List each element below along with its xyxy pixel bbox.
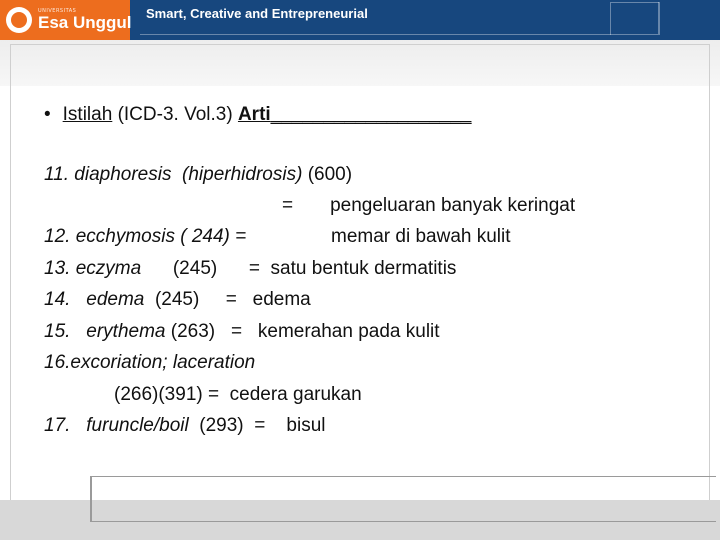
item-page: (245) xyxy=(154,289,200,310)
item-term: eczyma xyxy=(75,258,142,279)
item-page: (263) xyxy=(170,321,216,342)
item-number: 14. xyxy=(44,289,71,310)
list-item-17 xyxy=(44,415,326,437)
item-term: furuncle/boil xyxy=(86,415,189,436)
item-meaning: = satu bentuk dermatitis xyxy=(248,258,457,279)
item-number: 15. xyxy=(44,321,71,342)
term-label: Istilah xyxy=(62,104,113,125)
list-item-11 xyxy=(44,164,352,186)
item-page: (245) xyxy=(172,258,218,279)
bottom-decoration-frame xyxy=(90,476,716,522)
list-item-13 xyxy=(44,258,456,280)
item-meaning: = bisul xyxy=(254,415,326,436)
header-decoration-box xyxy=(610,2,660,35)
item-term: diaphoresis (hiperhidrosis) xyxy=(74,164,303,185)
heading-bullet xyxy=(44,104,471,126)
item-meaning: pengeluaran banyak keringat xyxy=(330,195,576,216)
list-item-16 xyxy=(44,352,255,374)
item-meaning: = kemerahan pada kulit xyxy=(230,321,440,342)
item-term: erythema xyxy=(86,321,166,342)
tagline: Smart, Creative and Entrepreneurial xyxy=(146,6,368,21)
list-item-16-meaning: (266)(391) = cedera garukan xyxy=(114,384,362,405)
item-number: 13. xyxy=(44,258,71,279)
item-meaning: = edema xyxy=(225,289,311,310)
meaning-label: Arti xyxy=(237,104,271,125)
top-gray-band xyxy=(0,40,720,86)
item-number: 17. xyxy=(44,415,71,436)
logo-name: Esa Unggul xyxy=(38,13,132,32)
logo-subtitle: UNIVERSITAS xyxy=(38,8,77,14)
source-label: (ICD-3. Vol.3) xyxy=(117,104,233,125)
university-logo[interactable] xyxy=(0,0,130,40)
heading-underline: ___________________ xyxy=(270,104,472,125)
logo-emblem-icon xyxy=(6,7,32,33)
list-item-14 xyxy=(44,289,311,311)
header-bar xyxy=(0,0,720,40)
item-number: 11. xyxy=(44,164,70,185)
item-equals: = xyxy=(282,195,294,216)
list-item-15 xyxy=(44,321,440,343)
item-number: 16. xyxy=(44,352,71,373)
item-page: (293) xyxy=(199,415,244,436)
list-item-12-meaning: memar di bawah kulit xyxy=(331,226,511,247)
item-term: excoriation; laceration xyxy=(70,352,256,373)
bullet-icon: • xyxy=(44,104,51,125)
list-item-12 xyxy=(44,226,246,248)
item-term: ecchymosis ( 244) = xyxy=(75,226,247,247)
list-item-11-meaning xyxy=(282,195,575,217)
item-term: edema xyxy=(86,289,145,310)
item-page: (600) xyxy=(307,164,353,185)
item-number: 12. xyxy=(44,226,71,247)
